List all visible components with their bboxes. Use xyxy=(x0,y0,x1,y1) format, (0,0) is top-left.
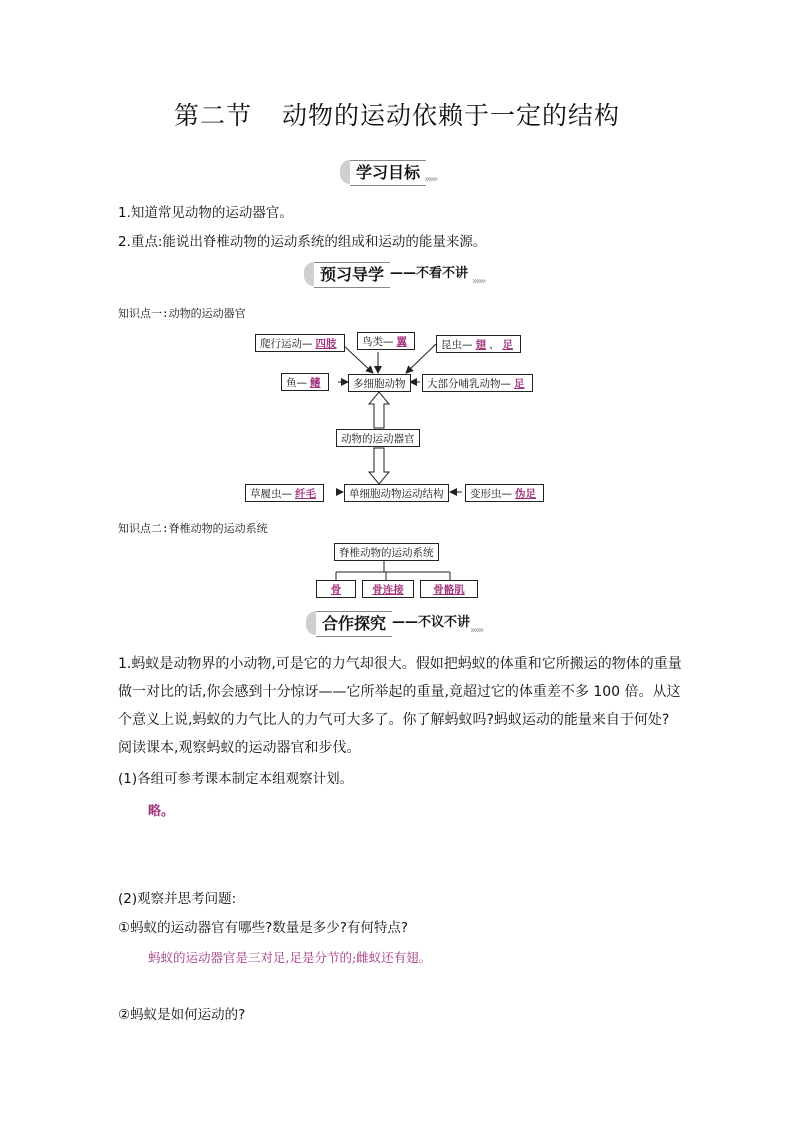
box-crawling: 爬行运动— 四肢 xyxy=(255,334,345,352)
question-2a: ①蚂蚁的运动器官有哪些?数量是多少?有何特点? xyxy=(118,920,409,936)
box-insect: 昆虫— 翅 、 足 xyxy=(436,335,521,353)
box-muscle: 骨骼肌 xyxy=(420,580,478,598)
knowledge-point-1: 知识点一:动物的运动器官 xyxy=(118,307,246,320)
system-diagram xyxy=(0,540,794,600)
question-2: (2)观察并思考问题: xyxy=(118,891,237,907)
box-movement-organs: 动物的运动器官 xyxy=(336,429,420,447)
box-system-root: 脊椎动物的运动系统 xyxy=(334,543,439,561)
box-amoeba: 变形虫— 伪足 xyxy=(465,484,544,502)
title-text: 动物的运动依赖于一定的结构 xyxy=(282,101,621,130)
answer-1: 略。 xyxy=(148,804,175,819)
banner-tail: ——不看不讲 xyxy=(390,266,469,281)
box-bone: 骨 xyxy=(316,580,356,598)
knowledge-point-2: 知识点二:脊椎动物的运动系统 xyxy=(118,522,268,535)
goal-2: 2.重点:能说出脊椎动物的运动系统的组成和运动的能量来源。 xyxy=(118,234,487,250)
answer-2a: 蚂蚁的运动器官是三对足,足是分节的;雌蚁还有翅。 xyxy=(148,950,432,965)
goal-1: 1.知道常见动物的运动器官。 xyxy=(118,205,293,221)
banner-cooperation xyxy=(306,611,490,635)
question-2b: ②蚂蚁是如何运动的? xyxy=(118,1007,246,1023)
box-joint: 骨连接 xyxy=(362,580,414,598)
chevrons-icon: »»» xyxy=(470,625,483,636)
box-fish: 鱼— 鳍 xyxy=(281,373,329,391)
banner-label: 预习导学 xyxy=(314,262,390,288)
banner-label: 学习目标 xyxy=(350,160,426,186)
box-unicellular: 单细胞动物运动结构 xyxy=(344,484,449,502)
chevrons-icon: »»» xyxy=(472,276,485,287)
title-section: 第二节 xyxy=(173,101,252,130)
banner-label: 合作探究 xyxy=(316,611,392,637)
box-multicellular: 多细胞动物 xyxy=(348,374,411,392)
organ-diagram xyxy=(0,0,794,520)
chevrons-icon: »»» xyxy=(424,174,437,185)
box-paramecium: 草履虫— 纤毛 xyxy=(245,484,324,502)
question-1: (1)各组可参考课本制定本组观察计划。 xyxy=(118,771,354,787)
box-bird: 鸟类— 翼 xyxy=(357,332,415,350)
banner-tail: ——不议不讲 xyxy=(392,615,471,630)
ant-paragraph: 1.蚂蚁是动物界的小动物,可是它的力气却很大。假如把蚂蚁的体重和它所搬运的物体的重量做一对比的话,你会感到十分惊讶——它所举起的重量,竟超过它的体重差不多 100 倍。从这个意义上说,蚂蚁的力气比人的力气可大多了。你了解蚂蚁吗?蚂蚁运动的能量来自于何处?阅读课本,观察蚂蚁的运动器官和步伐。 xyxy=(118,656,682,756)
box-mammal: 大部分哺乳动物— 足 xyxy=(422,374,533,392)
